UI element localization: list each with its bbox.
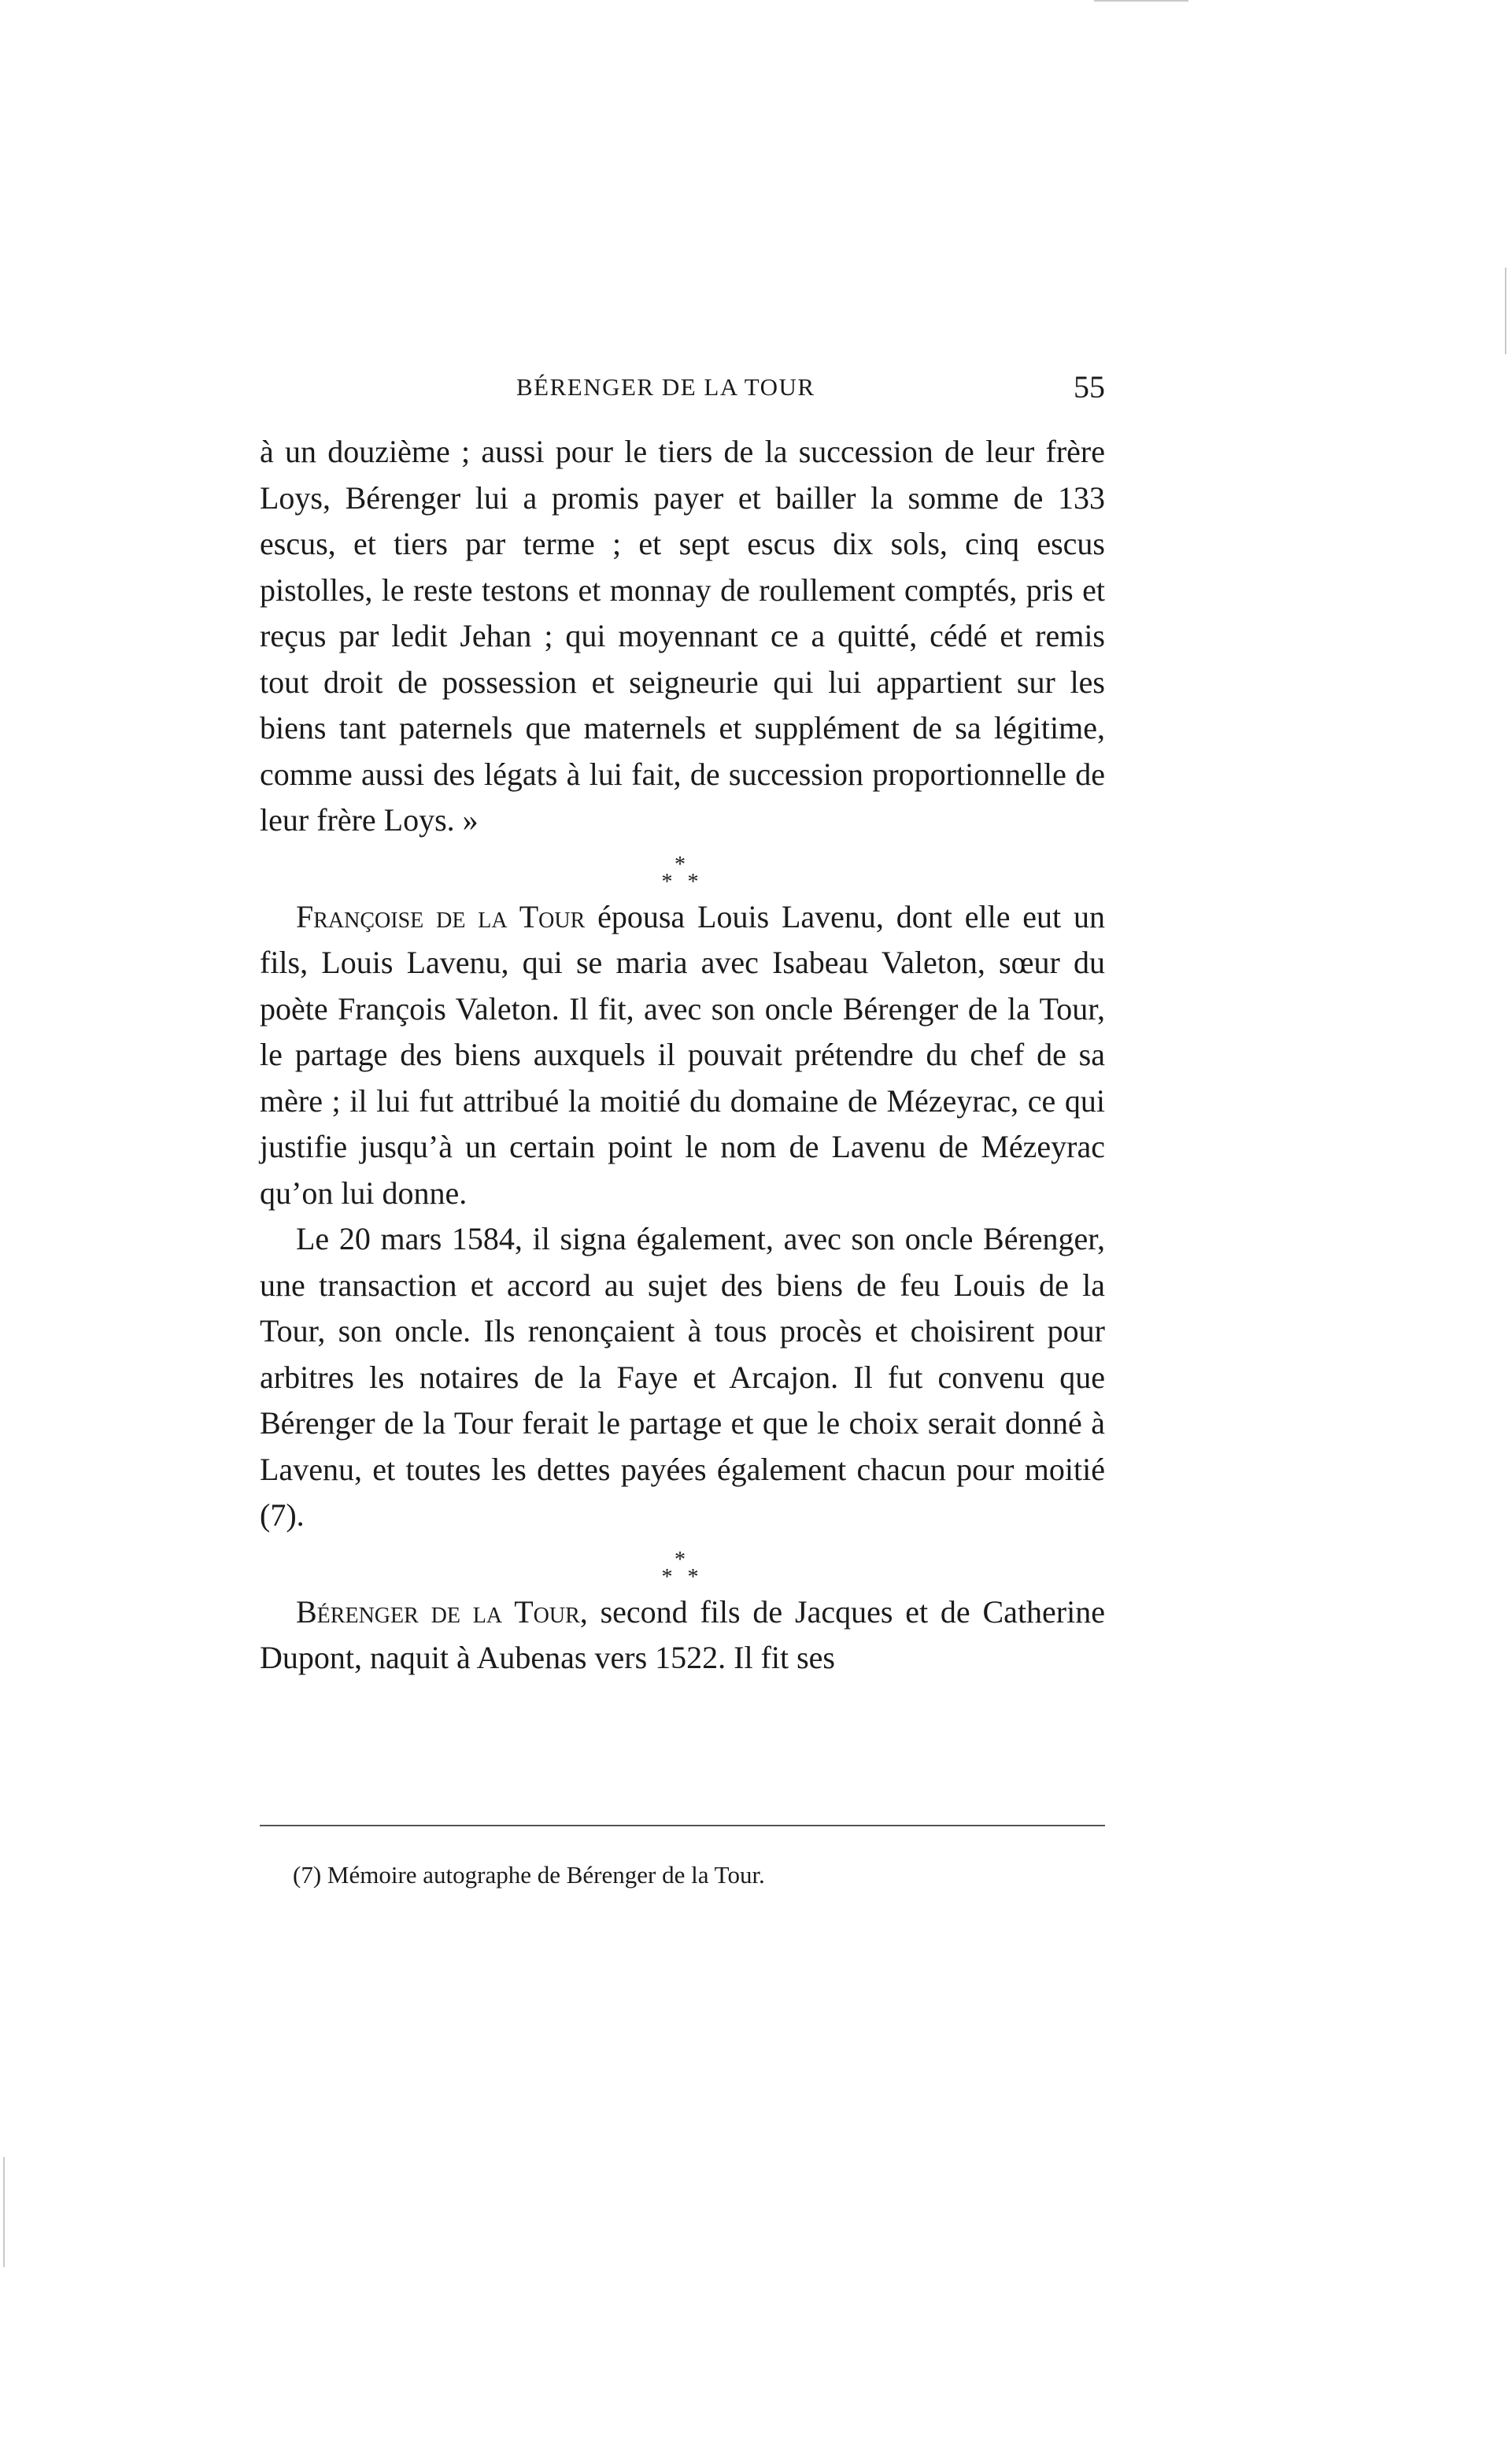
asterism-top: * <box>675 852 690 877</box>
footnote: (7) Mémoire autographe de Bérenger de la Tour. <box>293 1861 765 1889</box>
paragraph-body: épousa Louis Lavenu, dont elle eut un fils, Louis Lavenu, qui se maria avec Isabeau Valeton, sœur du poète François Valeton. Il fit, avec son oncle Bérenger de la Tour, le partage des biens auxquels il pouvait prétendre du chef de sa mère ; il lui fut attribué la moitié du domaine de Mézeyrac, ce qui justifie jusqu’à un certain point le nom de Lavenu de Mézeyrac qu’on lui donne. <box>260 898 1105 1211</box>
scan-edge-mark-left <box>3 2157 5 2267</box>
scan-edge-mark-top <box>1094 0 1188 2</box>
asterism-bottom: * * <box>661 1564 704 1589</box>
section-asterism <box>260 844 1105 894</box>
paragraph-transaction: Le 20 mars 1584, il signa également, avec son oncle Bérenger, une transaction et accord au sujet des biens de feu Louis de la Tour, son oncle. Ils renonçaient à tous procès et choisirent pour arbitres les notaires de la Faye et Arcajon. Il fut convenu que Bérenger de la Tour ferait le partage et que le choix serait donné à Lavenu, et toutes les dettes payées également chacun pour moitié (7). <box>260 1221 1105 1533</box>
paragraph-continuation: à un douzième ; aussi pour le tiers de la succession de leur frère Loys, Bérenger lui a promis payer et bailler la somme de 133 escus, et tiers par terme ; et sept escus dix sols, cinq escus pistolles, le reste testons et monnay de roullement comptés, pris et reçus par ledit Jehan ; qui moyennant ce a quitté, cédé et remis tout droit de possession et seigneurie qui lui appartient sur les biens tant paternels que maternels et supplément de sa légitime, comme aussi des légats à lui fait, de succession proportionnelle de leur frère Loys. » <box>260 434 1105 838</box>
page-header <box>260 368 1105 408</box>
asterism-bottom: * * <box>661 869 704 894</box>
asterism-top: * <box>675 1547 690 1572</box>
footnote-divider <box>260 1825 1105 1826</box>
paragraph-francoise <box>260 894 1105 1217</box>
paragraph-body: , second fils de Jacques et de Catherine Dupont, naquit à Aubenas vers 1522. Il fit ses <box>260 1593 1105 1675</box>
running-head: BÉRENGER DE LA TOUR <box>516 373 815 401</box>
section-asterism <box>260 1539 1105 1589</box>
main-text <box>260 429 1105 1682</box>
paragraph-berenger <box>260 1589 1105 1682</box>
page-number: 55 <box>1074 369 1105 405</box>
scan-edge-mark-right <box>1505 268 1506 354</box>
paragraph-lead-name: Bérenger de la Tour <box>296 1593 580 1630</box>
paragraph-lead-name: Françoise de la Tour <box>296 898 586 934</box>
